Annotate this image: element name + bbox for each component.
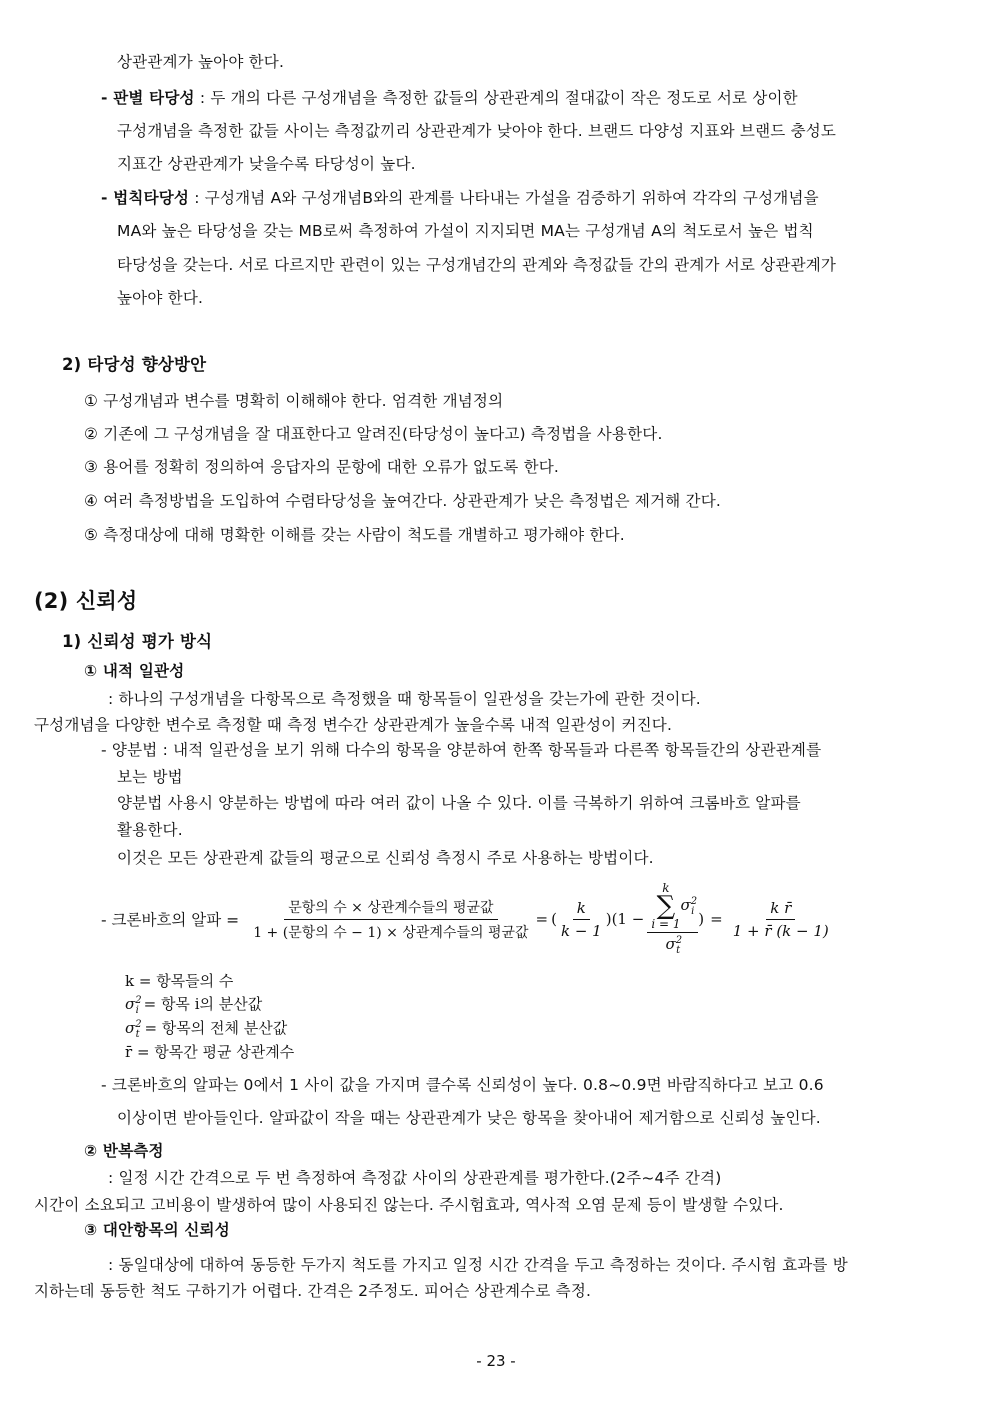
text-line: 타당성을 갖는다. 서로 다르지만 관련이 있는 구성개념간의 관계와 측정값들 간의 관계가 서로 상관관계가 bbox=[117, 256, 837, 274]
fraction-denominator: 1 + (문항의 수 − 1) × 상관계수들의 평균값 bbox=[253, 924, 529, 941]
text-line: : 일정 시간 간격으로 두 번 측정하여 측정값 사이의 상관관계를 평가한다.(2주~4주 간격) bbox=[108, 1169, 722, 1187]
term-label: - 법칙타당성 bbox=[101, 189, 190, 207]
text-line: 상관관계가 높아야 한다. bbox=[117, 53, 285, 71]
text-line: 보는 방법 bbox=[117, 768, 183, 786]
list-item: ⑤ 측정대상에 대해 명확한 이해를 갖는 사람이 척도를 개별하고 평가해야 한다. bbox=[84, 526, 625, 544]
text-line: 구성개념을 다양한 변수로 측정할 때 측정 변수간 상관관계가 높을수록 내적 일관성이 커진다. bbox=[34, 716, 673, 734]
list-item: ③ 용어를 정확히 정의하여 응답자의 문항에 대한 오류가 없도록 한다. bbox=[84, 458, 560, 476]
text-line: 이것은 모든 상관관계 값들의 평균으로 신뢰성 측정시 주로 사용하는 방법이다. bbox=[117, 849, 654, 867]
sum-upper: k bbox=[662, 881, 670, 895]
nomological-validity-item bbox=[101, 188, 819, 208]
section-heading: 1) 신뢰성 평가 방식 bbox=[62, 632, 213, 651]
fraction-numerator: k r̄ bbox=[766, 899, 795, 920]
legend-sigma-t: $\sigma^2_t$ = 항목의 전체 분산값 bbox=[125, 1019, 288, 1040]
cronbach-alpha-formula bbox=[101, 880, 833, 958]
formula-label: - 크론바흐의 알파 = bbox=[101, 911, 240, 929]
fraction-numerator: 문항의 수 × 상관계수들의 평균값 bbox=[284, 897, 497, 920]
summation-symbol bbox=[651, 882, 680, 930]
fraction-denominator: 1 + r̄ (k − 1) bbox=[732, 921, 829, 940]
subsection-heading: ② 반복측정 bbox=[84, 1142, 164, 1160]
sigma-glyph: ∑ bbox=[656, 891, 676, 921]
close-paren: ) bbox=[605, 910, 612, 928]
text-line: 지하는데 동등한 척도 구하기가 어렵다. 간격은 2주정도. 피어슨 상관계수로 측정. bbox=[34, 1282, 592, 1300]
subsection-heading: ③ 대안항목의 신뢰성 bbox=[84, 1221, 230, 1239]
list-item: ① 구성개념과 변수를 명확히 이해해야 한다. 엄격한 개념정의 bbox=[84, 392, 504, 410]
discriminant-validity-item bbox=[101, 88, 798, 108]
list-item: ④ 여러 측정방법을 도입하여 수렴타당성을 높여간다. 상관관계가 낮은 측정법은 제거해 간다. bbox=[84, 492, 722, 510]
text-line: MA와 높은 타당성을 갖는 MB로써 측정하여 가설이 지지되면 MA는 구성개념 A의 척도로서 높은 법칙 bbox=[117, 222, 814, 240]
text-line: 활용한다. bbox=[117, 821, 183, 839]
text-line: - 양분법 : 내적 일관성을 보기 위해 다수의 항목을 양분하여 한쪽 항목들과 다른쪽 항목들간의 상관관계를 bbox=[101, 741, 822, 759]
term-desc: : 두 개의 다른 구성개념을 측정한 값들의 상관관계의 절대값이 작은 정도로 서로 상이한 bbox=[194, 89, 798, 107]
fraction-numerator: k bbox=[573, 899, 590, 920]
legend-sigma-i: $\sigma^2_i$ = 항목 i의 분산값 bbox=[125, 995, 263, 1016]
sum-lower: i = 1 bbox=[651, 917, 681, 931]
fraction-denominator: k − 1 bbox=[560, 921, 602, 940]
fraction-k bbox=[557, 899, 606, 940]
one-minus: (1 − bbox=[611, 910, 645, 928]
fraction-standardized bbox=[729, 899, 833, 940]
close-paren: ) bbox=[698, 910, 705, 928]
text-line: : 하나의 구성개념을 다항목으로 측정했을 때 항목들이 일관성을 갖는가에 관한 것이다. bbox=[108, 690, 701, 708]
sigma-t: $\sigma^2_t$ bbox=[665, 935, 683, 956]
equals-sign: = bbox=[535, 910, 549, 928]
text-line: 양분법 사용시 양분하는 방법에 따라 여러 값이 나올 수 있다. 이를 극복하기 위하여 크롬바흐 알파를 bbox=[117, 794, 801, 812]
text-line: - 크론바흐의 알파는 0에서 1 사이 값을 가지며 클수록 신뢰성이 높다. 0.8~0.9면 바람직하다고 보고 0.6 bbox=[101, 1076, 824, 1094]
text-line: 구성개념을 측정한 값들 사이는 측정값끼리 상관관계가 낮아야 한다. 브랜드 다양성 지표와 브랜드 충성도 bbox=[117, 122, 837, 140]
fraction-variance bbox=[647, 882, 698, 956]
text-line: 높아야 한다. bbox=[117, 289, 204, 307]
text-line: : 동일대상에 대하여 동등한 두가지 척도를 가지고 일정 시간 간격을 두고 측정하는 것이다. 주시험 효과를 방 bbox=[108, 1256, 848, 1274]
legend-r: r̄ = 항목간 평균 상관계수 bbox=[125, 1043, 295, 1061]
equals-sign: = bbox=[710, 910, 723, 928]
open-paren: ( bbox=[551, 910, 557, 928]
section-heading: 2) 타당성 향상방안 bbox=[62, 355, 207, 374]
sigma-i: $\sigma^2_i$ bbox=[680, 895, 698, 917]
legend-k: k = 항목들의 수 bbox=[125, 972, 234, 990]
term-desc: : 구성개념 A와 구성개념B와의 관계를 나타내는 가설을 검증하기 위하여 각각의 구성개념을 bbox=[189, 189, 819, 207]
text-line: 지표간 상관관계가 낮을수록 타당성이 높다. bbox=[117, 155, 416, 173]
term-label: - 판별 타당성 bbox=[101, 89, 195, 107]
text-line: 이상이면 받아들인다. 알파값이 작을 때는 상관관계가 낮은 항목을 찾아내어 제거함으로 신뢰성 높인다. bbox=[117, 1109, 821, 1127]
fraction-main bbox=[249, 897, 532, 942]
page-number: - 23 - bbox=[476, 1352, 516, 1370]
list-item: ② 기존에 그 구성개념을 잘 대표한다고 알려진(타당성이 높다고) 측정법을 사용한다. bbox=[84, 425, 663, 443]
chapter-heading: (2) 신뢰성 bbox=[34, 589, 138, 613]
subsection-heading: ① 내적 일관성 bbox=[84, 662, 185, 680]
text-line: 시간이 소요되고 고비용이 발생하여 많이 사용되진 않는다. 주시험효과, 역사적 오염 문제 등이 발생할 수있다. bbox=[34, 1196, 784, 1214]
fraction-numerator bbox=[647, 882, 698, 933]
